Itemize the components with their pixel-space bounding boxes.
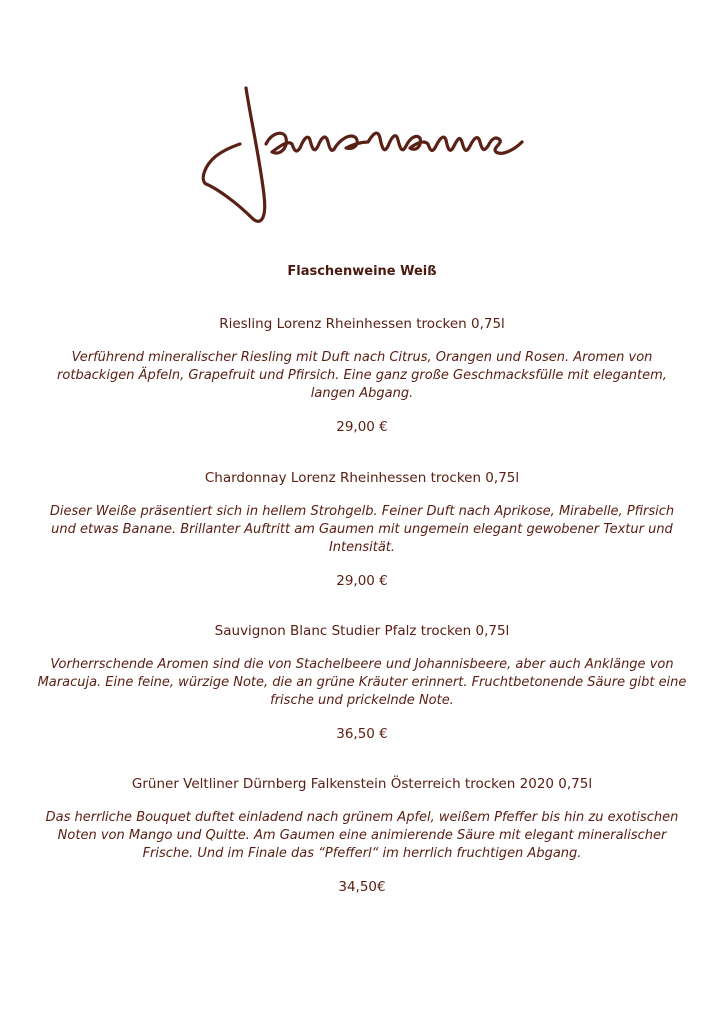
wine-price: 29,00 € bbox=[336, 573, 388, 589]
wine-item bbox=[36, 776, 688, 896]
wine-name: Grüner Veltliner Dürnberg Falkenstein Österreich trocken 2020 0,75l bbox=[131, 776, 593, 792]
wine-item bbox=[36, 470, 688, 590]
section-title: Flaschenweine Weiß bbox=[287, 264, 437, 279]
wine-item bbox=[36, 316, 688, 436]
wine-description: Dieser Weiße präsentiert sich in hellem Strohgelb. Feiner Duft nach Aprikose, Mirabelle, Pfirsich und etwas Banane. Brillanter Auftritt am Gaumen mit ungemein elegant gewobener Textur und Intensität. bbox=[49, 504, 675, 555]
wine-name: Chardonnay Lorenz Rheinhessen trocken 0,75l bbox=[204, 470, 520, 486]
wine-description: Das herrliche Bouquet duftet einladend nach grünem Apfel, weißem Pfeffer bis hin zu exotischen Noten von Mango und Quitte. Am Gaumen eine animierende Säure mit elegant mineralischer Frische. Und im Finale das “Pfefferl“ im herrlich fruchtigen Abgang. bbox=[45, 810, 679, 861]
wine-name: Sauvignon Blanc Studier Pfalz trocken 0,75l bbox=[214, 623, 510, 639]
wine-name: Riesling Lorenz Rheinhessen trocken 0,75l bbox=[219, 316, 505, 332]
wine-description: Vorherrschende Aromen sind die von Stachelbeere und Johannisbeere, aber auch Anklänge von Maracuja. Eine feine, würzige Note, die an grüne Kräuter erinnert. Fruchtbetonende Säure gibt eine frische und prickelnde Note. bbox=[37, 657, 687, 708]
wine-item bbox=[36, 623, 688, 743]
wine-price: 34,50€ bbox=[338, 879, 386, 895]
signature-logo-icon bbox=[196, 80, 536, 230]
wine-description: Verführend mineralischer Riesling mit Duft nach Citrus, Orangen und Rosen. Aromen von rotbackigen Äpfeln, Grapefruit und Pfirsich. Eine ganz große Geschmacksfülle mit elegantem, langen Abgang. bbox=[57, 350, 667, 401]
wine-price: 29,00 € bbox=[336, 419, 388, 435]
logo-stroke bbox=[203, 88, 522, 221]
wine-price: 36,50 € bbox=[336, 726, 388, 742]
